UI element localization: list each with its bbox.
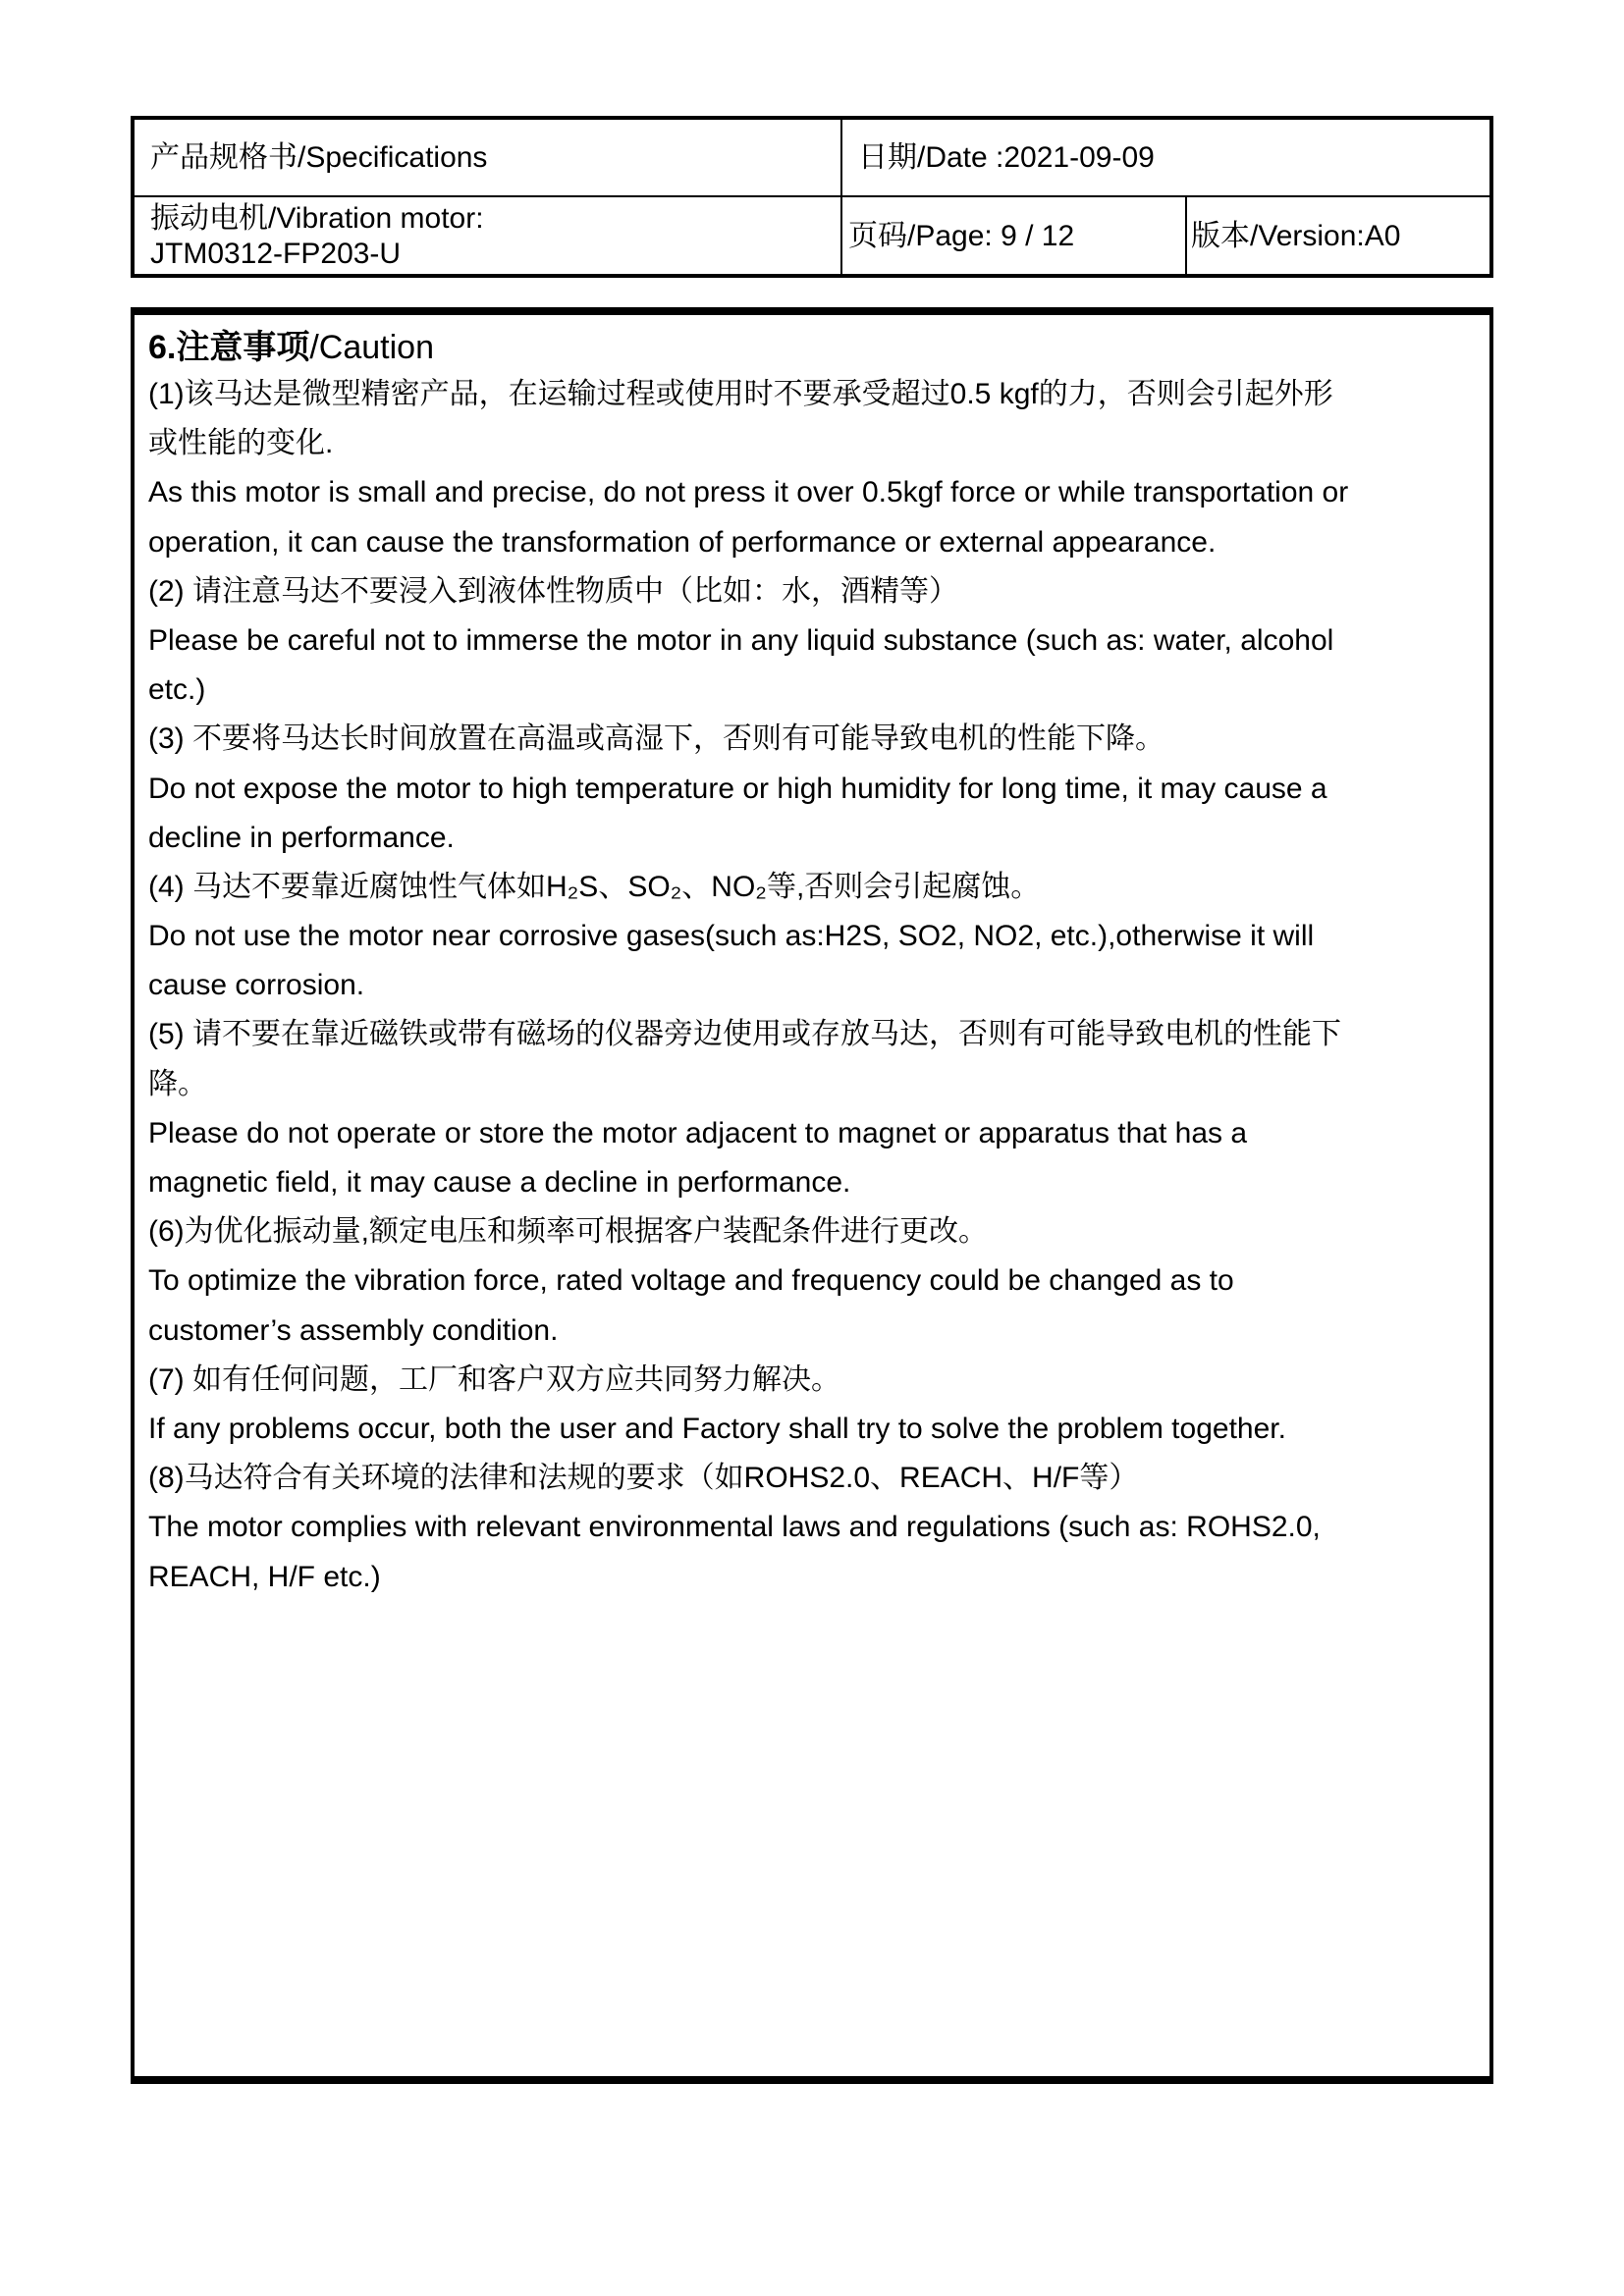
section-heading (148, 325, 1482, 370)
caution-line: The motor complies with relevant environmental laws and regulations (such as: ROHS2.0, (148, 1511, 1321, 1544)
caution-content (148, 325, 1482, 1602)
caution-line: 降。 (148, 1067, 207, 1100)
version-label: 版本/Version:A0 (1191, 220, 1401, 252)
header-row-divider (135, 195, 1489, 197)
caution-line: To optimize the vibration force, rated voltage and frequency could be changed as to (148, 1264, 1234, 1298)
caution-line: etc.) (148, 673, 206, 707)
caution-line: (3) 不要将马达长时间放置在高温或高湿下，否则有可能导致电机的性能下降。 (148, 722, 1164, 756)
date-label: 日期/Date :2021-09-09 (858, 141, 1155, 174)
caution-line: Do not use the motor near corrosive gases(such as:H2S, SO2, NO2, etc.),otherwise it will (148, 920, 1315, 953)
caution-line: Please be careful not to immerse the motor in any liquid substance (such as: water, alcohol (148, 623, 1334, 657)
product-model: JTM0312-FP203-U (150, 238, 402, 270)
product-name: 振动电机/Vibration motor: (150, 202, 484, 235)
caution-line: If any problems occur, both the user and Factory shall try to solve the problem together. (148, 1412, 1286, 1445)
caution-line: (4) 马达不要靠近腐蚀性气体如H₂S、SO₂、NO₂等,否则会引起腐蚀。 (148, 870, 1041, 903)
header-col-divider-2 (1185, 195, 1187, 274)
caution-line: As this motor is small and precise, do not press it over 0.5kgf force or while transportation or (148, 476, 1349, 509)
document-header-table (131, 116, 1493, 278)
caution-line: Do not expose the motor to high temperature or high humidity for long time, it may cause a (148, 772, 1327, 805)
caution-line: magnetic field, it may cause a decline in performance. (148, 1166, 851, 1199)
caution-line: cause corrosion. (148, 969, 365, 1002)
caution-line: customer’s assembly condition. (148, 1313, 559, 1347)
section-title-cn: 注意事项 (176, 329, 310, 366)
caution-line: (8)马达符合有关环境的法律和法规的要求（如ROHS2.0、REACH、H/F等） (148, 1462, 1139, 1495)
caution-line: 或性能的变化. (148, 427, 334, 460)
caution-line: (6)为优化振动量,额定电压和频率可根据客户装配条件进行更改。 (148, 1215, 988, 1249)
caution-line: decline in performance. (148, 821, 455, 854)
caution-lines (148, 370, 1482, 1602)
header-col-divider-1 (840, 120, 842, 274)
section-number: 6. (148, 329, 177, 366)
caution-line: Please do not operate or store the motor adjacent to magnet or apparatus that has a (148, 1116, 1248, 1149)
caution-section-box (131, 307, 1493, 2084)
spec-label: 产品规格书/Specifications (150, 141, 488, 174)
section-title-en: /Caution (309, 329, 434, 366)
caution-line: operation, it can cause the transformation of performance or external appearance. (148, 525, 1217, 559)
caution-line: (2) 请注意马达不要浸入到液体性物质中（比如：水，酒精等） (148, 574, 958, 608)
page-label: 页码/Page: 9 / 12 (848, 220, 1075, 252)
product-cell (135, 197, 841, 276)
caution-line: (1)该马达是微型精密产品，在运输过程或使用时不要承受超过0.5 kgf的力，否则会引起外形 (148, 378, 1333, 410)
caution-line: REACH, H/F etc.) (148, 1560, 381, 1593)
caution-line: (7) 如有任何问题，工厂和客户双方应共同努力解决。 (148, 1362, 840, 1396)
caution-line: (5) 请不要在靠近磁铁或带有磁场的仪器旁边使用或存放马达，否则有可能导致电机的性能下 (148, 1018, 1341, 1051)
